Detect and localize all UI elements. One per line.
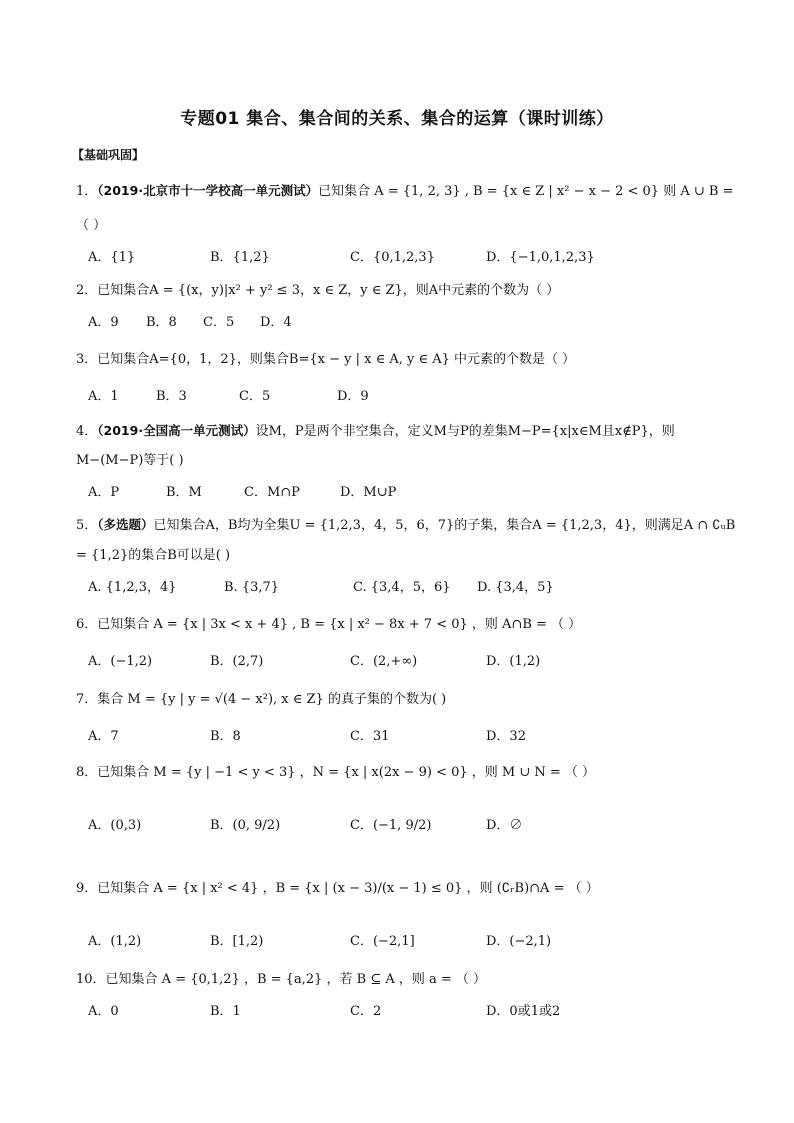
q8-option-d: D．∅	[486, 818, 523, 833]
question-source: （2019·全国高一单元测试）	[97, 423, 256, 438]
q2-option-c: C．5	[203, 315, 235, 330]
q7-option-a: A．7	[88, 729, 119, 744]
q9-option-b: B．[1,2)	[210, 934, 264, 949]
question-text: 已知集合 M = {y | −1 < y < 3} ，N = {x | x(2x − 9) < 0} ，则 M ∪ N = （ ）	[97, 765, 596, 780]
question-6	[76, 616, 581, 634]
question-source: （2019·北京市十一学校高一单元测试）	[97, 183, 319, 198]
q4-option-b: B．M	[166, 485, 202, 500]
q6-option-c: C．(2,+∞)	[350, 654, 418, 669]
question-text: 已知集合A={0，1，2}，则集合B={x − y | x ∈ A, y ∈ A} 中元素的个数是（ ）	[97, 352, 576, 367]
q7-option-b: B．8	[210, 729, 241, 744]
question-8	[76, 764, 595, 782]
q4-option-d: D．M∪P	[340, 485, 397, 500]
q2-option-a: A．9	[88, 315, 119, 330]
q3-option-c: C．5	[239, 389, 271, 404]
question-number: 4．	[76, 424, 98, 439]
q3-option-d: D．9	[337, 389, 369, 404]
q5-option-b: B. {3,7}	[224, 580, 280, 595]
q4-option-c: C．M∩P	[244, 485, 300, 500]
page-title: 专题01 集合、集合间的关系、集合的运算（课时训练）	[180, 109, 614, 129]
question-number: 1．	[76, 184, 98, 199]
q5-option-d: D. {3,4，5}	[477, 580, 554, 595]
question-2	[76, 282, 559, 300]
question-1-continuation: （ ）	[76, 218, 107, 233]
q3-option-a: A．1	[88, 389, 119, 404]
q1-option-b: B．{1,2}	[210, 250, 270, 265]
q3-option-b: B．3	[156, 389, 187, 404]
q1-option-d: D．{−1,0,1,2,3}	[486, 250, 595, 265]
question-4	[76, 422, 675, 441]
q6-option-a: A．(−1,2)	[88, 654, 153, 669]
q10-option-b: B．1	[210, 1004, 241, 1019]
question-7	[76, 691, 446, 709]
q2-option-b: B．8	[146, 315, 177, 330]
question-number: 2．	[76, 283, 98, 298]
question-5-continuation: = {1,2}的集合B可以是( )	[76, 548, 231, 563]
q8-option-b: B．(0, 9/2)	[210, 818, 281, 833]
question-text: 集合 M = {y | y = √(4 − x²), x ∈ Z} 的真子集的个数为( )	[97, 692, 447, 707]
question-source: （多选题）	[97, 517, 154, 532]
q10-option-d: D．0或1或2	[486, 1004, 561, 1019]
question-4-continuation: M−(M−P)等于( )	[76, 453, 184, 468]
question-text: 已知集合 A = {0,1,2} ，B = {a,2} ，若 B ⊆ A ，则 a = （ ）	[105, 972, 487, 987]
q10-option-a: A．0	[88, 1004, 119, 1019]
q5-option-c: C. {3,4，5，6}	[353, 580, 451, 595]
question-text: 设M，P是两个非空集合，定义M与P的差集M−P={x|x∈M且x∉P}，则	[255, 424, 675, 439]
question-number: 8．	[76, 765, 98, 780]
question-text: 已知集合 A = {x | x² < 4} ，B = {x | (x − 3)/(x − 1) ≤ 0} ，则 (∁ᵣB)∩A = （ ）	[97, 881, 599, 896]
q5-option-a: A. {1,2,3，4}	[88, 580, 177, 595]
question-number: 10．	[76, 972, 106, 987]
q4-option-a: A．P	[88, 485, 120, 500]
q7-option-c: C．31	[350, 729, 390, 744]
q7-option-d: D．32	[486, 729, 526, 744]
question-number: 9．	[76, 881, 98, 896]
q1-option-c: C．{0,1,2,3}	[350, 250, 435, 265]
q6-option-b: B．(2,7)	[210, 654, 264, 669]
question-number: 3．	[76, 352, 98, 367]
q8-option-a: A．(0,3)	[88, 818, 142, 833]
question-text: 已知集合 A = {1, 2, 3} , B = {x ∈ Z | x² − x − 2 < 0} 则 A ∪ B =	[318, 184, 734, 199]
q8-option-c: C．(−1, 9/2)	[350, 818, 432, 833]
question-number: 6．	[76, 617, 98, 632]
question-5	[76, 516, 735, 535]
question-text: 已知集合A = {(x，y)|x² + y² ≤ 3，x ∈ Z，y ∈ Z}，则A中元素的个数为（ ）	[97, 283, 560, 298]
question-1	[76, 182, 733, 201]
q10-option-c: C．2	[350, 1004, 382, 1019]
question-3	[76, 351, 575, 369]
section-heading: 【基础巩固】	[72, 148, 145, 162]
q9-option-a: A．(1,2)	[88, 934, 142, 949]
question-text: 已知集合A，B均为全集U = {1,2,3，4，5，6，7}的子集，集合A = {1,2,3，4}，则满足A ∩ ∁ᵤB	[153, 518, 736, 533]
question-number: 7．	[76, 692, 98, 707]
question-number: 5．	[76, 518, 98, 533]
q1-option-a: A．{1}	[88, 250, 136, 265]
question-10	[76, 971, 486, 989]
q9-option-c: C．(−2,1]	[350, 934, 415, 949]
q6-option-d: D．(1,2)	[486, 654, 541, 669]
q2-option-d: D．4	[260, 315, 292, 330]
q9-option-d: D．(−2,1)	[486, 934, 552, 949]
question-text: 已知集合 A = {x | 3x < x + 4} , B = {x | x² − 8x + 7 < 0} ，则 A∩B = （ ）	[97, 617, 582, 632]
question-9	[76, 880, 599, 898]
